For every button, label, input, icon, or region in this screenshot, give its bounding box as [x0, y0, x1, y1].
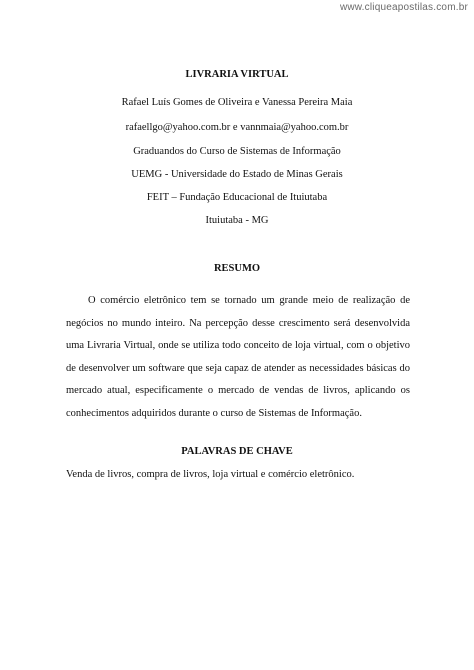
- keywords-heading: PALAVRAS DE CHAVE: [181, 446, 293, 457]
- authors: Rafael Luís Gomes de Oliveira e Vanessa Pereira Maia: [121, 97, 353, 108]
- keywords-text: Venda de livros, compra de livros, loja virtual e comércio eletrônico.: [66, 469, 355, 480]
- affiliation-course: Graduandos do Curso de Sistemas de Informação: [133, 146, 341, 157]
- paper-title: LIVRARIA VIRTUAL: [185, 69, 289, 80]
- affiliation-university: UEMG - Universidade do Estado de Minas Gerais: [131, 169, 343, 180]
- author-emails: rafaellgo@yahoo.com.br e vannmaia@yahoo.com.br: [125, 122, 349, 133]
- watermark: www.cliqueapostilas.com.br: [339, 2, 468, 13]
- abstract-text: O comércio eletrônico tem se tornado um grande meio de realização de negócios no mundo inteiro. Na percepção desse crescimento será desenvolvida uma Livraria Virtual, onde se utiliza todo conceito de loja virtual, com o objetivo de desenvolver um software que seja capaz de atender as necessidades básicas do mercado atual, especificamente o mercado de vendas de livros, aplicando os conhecimentos adquiridos durante o curso de Sistemas de Informação.: [66, 295, 410, 419]
- affiliation-foundation: FEIT – Fundação Educacional de Ituiutaba: [146, 192, 328, 203]
- affiliation-city: Ituiutaba - MG: [205, 215, 269, 226]
- abstract-heading: RESUMO: [213, 263, 261, 274]
